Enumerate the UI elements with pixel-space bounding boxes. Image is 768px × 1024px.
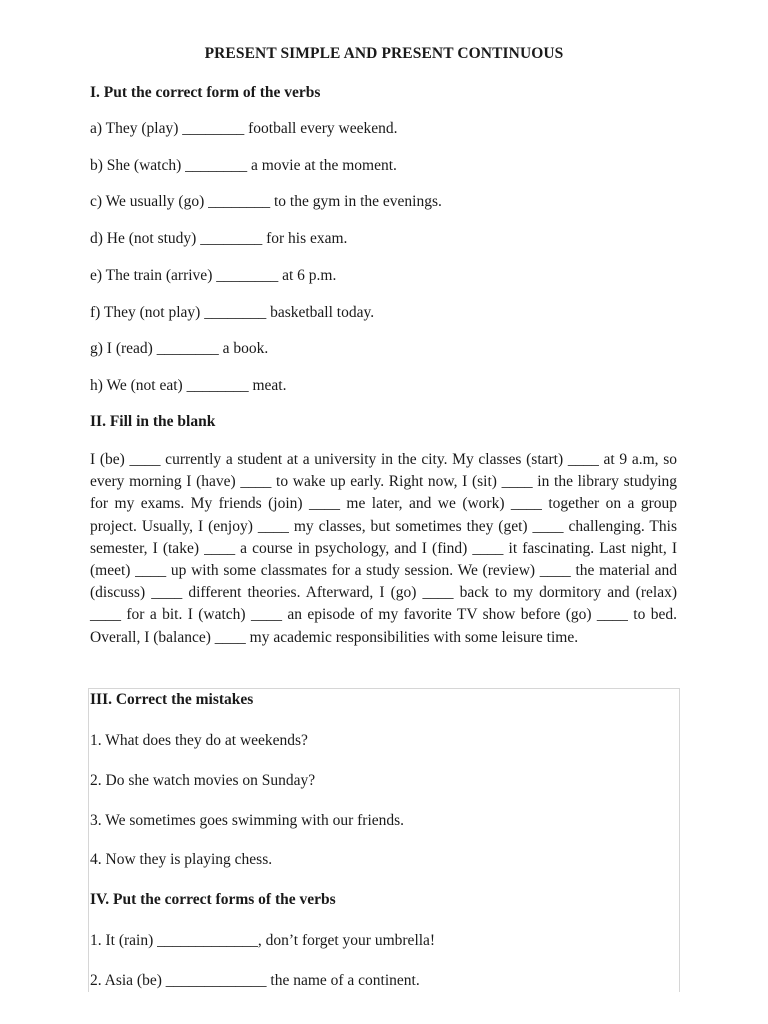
section-3-item-2: 2. Do she watch movies on Sunday? bbox=[90, 772, 316, 789]
section-1-item-c: c) We usually (go) ________ to the gym in the evenings. bbox=[90, 193, 442, 210]
section-1-item-a: a) They (play) ________ football every weekend. bbox=[90, 120, 398, 137]
section-4-item-1: 1. It (rain) _____________, don’t forget your umbrella! bbox=[90, 932, 436, 949]
section-1-item-d: d) He (not study) ________ for his exam. bbox=[90, 230, 348, 247]
section-2-heading: II. Fill in the blank bbox=[90, 413, 216, 430]
section-1-heading: I. Put the correct form of the verbs bbox=[90, 84, 321, 101]
section-1-item-f: f) They (not play) ________ basketball today. bbox=[90, 304, 375, 321]
section-3-item-4: 4. Now they is playing chess. bbox=[90, 851, 273, 868]
section-1-item-b: b) She (watch) ________ a movie at the moment. bbox=[90, 157, 397, 174]
page-title: PRESENT SIMPLE AND PRESENT CONTINUOUS bbox=[204, 45, 564, 62]
section-3-item-1: 1. What does they do at weekends? bbox=[90, 732, 308, 749]
section-3-item-3: 3. We sometimes goes swimming with our friends. bbox=[90, 812, 405, 829]
fill-in-paragraph: I (be) ____ currently a student at a university in the city. My classes (start) ____ at 9 a.m, so every morning I (have) ____ to wake up early. Right now, I (sit) ____ in the library studying for my exams. My friends (join) ____ me later, and we (work) ____ together on a group project. Usually, I (enjoy) ____ my classes, but sometimes they (get) ____ challenging. This semester, I (take) ____ a course in psychology, and I (find) ____ it fascinating. Last night, I (meet) ____ up with some classmates for a study session. We (review) ____ the material and (discuss) ____ different theories. Afterward, I (go) ____ back to my dormitory and (relax) ____ for a bit. I (watch) ____ an episode of my favorite TV show before (go) ____ to bed. Overall, I (balance) ____ my academic responsibilities with some leisure time. bbox=[90, 451, 677, 646]
section-1-item-g: g) I (read) ________ a book. bbox=[90, 340, 269, 357]
section-1-item-e: e) The train (arrive) ________ at 6 p.m. bbox=[90, 267, 337, 284]
section-4-heading: IV. Put the correct forms of the verbs bbox=[90, 891, 336, 908]
section-3-heading: III. Correct the mistakes bbox=[90, 691, 254, 708]
section-1-item-h: h) We (not eat) ________ meat. bbox=[90, 377, 287, 394]
section-4-item-2: 2. Asia (be) _____________ the name of a continent. bbox=[90, 972, 420, 989]
